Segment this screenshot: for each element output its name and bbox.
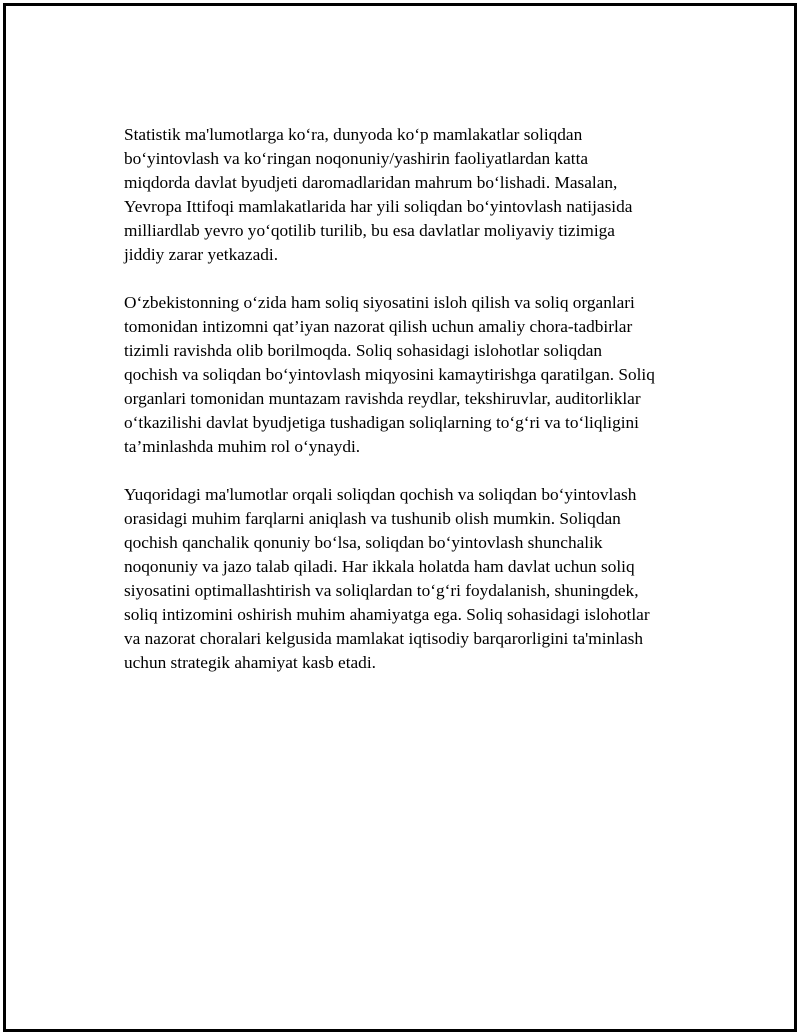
paragraph-1: Statistik ma'lumotlarga ko‘ra, dunyoda ko‘p mamlakatlar soliqdan bo‘yintovlash va ko‘ringan noqonuniy/yashirin faoliyatlardan katta miqdorda davlat byudjeti daromadlaridan mahrum bo‘lishadi. Masalan, Yevropa Ittifoqi mamlakatlarida har yili soliqdan bo‘yintovlash natijasida milliardlab yevro yo‘qotilib turilib, bu esa davlatlar moliyaviy tizimiga jiddiy zarar yetkazadi. xyxy=(124,125,633,264)
page-border xyxy=(3,3,797,1032)
paragraph-2: O‘zbekistonning o‘zida ham soliq siyosatini isloh qilish va soliq organlari tomonidan intizomni qat’iyan nazorat qilish uchun amaliy chora-tadbirlar tizimli ravishda olib borilmoqda. Soliq sohasidagi islohotlar soliqdan qochish va soliqdan bo‘yintovlash miqyosini kamaytirishga qaratilgan. Soliq organlari tomonidan muntazam ravishda reydlar, tekshiruvlar, auditorliklar o‘tkazilishi davlat byudjetiga tushadigan soliqlarning to‘g‘ri va to‘liqligini ta’minlashda muhim rol o‘ynaydi. xyxy=(124,293,655,456)
document-body xyxy=(124,123,699,699)
paragraph-3: Yuqoridagi ma'lumotlar orqali soliqdan qochish va soliqdan bo‘yintovlash orasidagi muhim farqlarni aniqlash va tushunib olish mumkin. Soliqdan qochish qanchalik qonuniy bo‘lsa, soliqdan bo‘yintovlash shunchalik noqonuniy va jazo talab qiladi. Har ikkala holatda ham davlat uchun soliq siyosatini optimallashtirish va soliqlardan to‘g‘ri foydalanish, shuningdek, soliq intizomini oshirish muhim ahamiyatga ega. Soliq sohasidagi islohotlar va nazorat choralari kelgusida mamlakat iqtisodiy barqarorligini ta'minlash uchun strategik ahamiyat kasb etadi. xyxy=(124,485,650,672)
